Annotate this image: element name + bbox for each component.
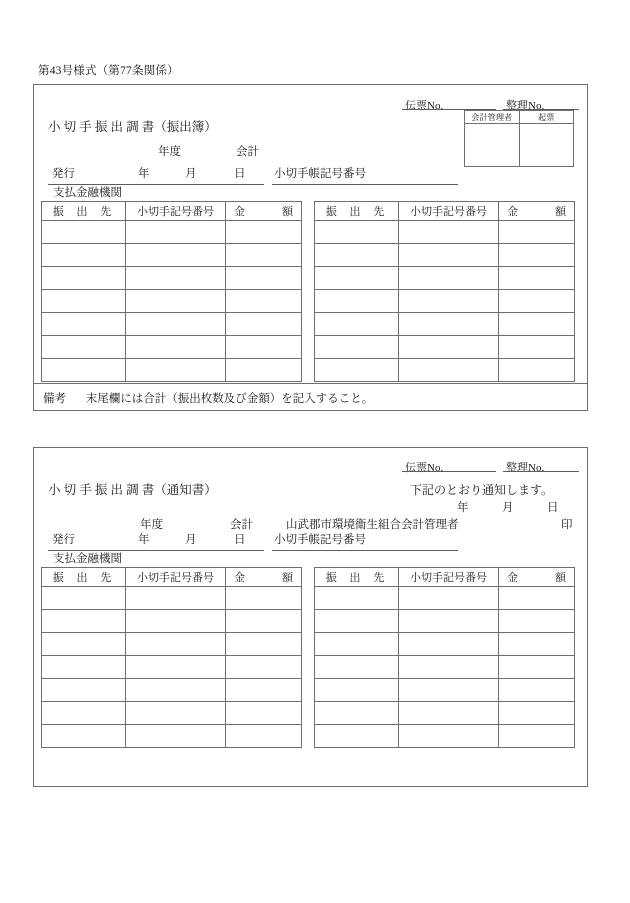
table-row xyxy=(315,679,575,702)
cell-amount[interactable] xyxy=(499,679,575,702)
cell-check-number[interactable] xyxy=(399,267,499,290)
cell-check-number[interactable] xyxy=(399,702,499,725)
cell-payee[interactable] xyxy=(42,587,126,610)
seal-label: 印 xyxy=(561,519,573,531)
cell-check-number[interactable] xyxy=(126,221,226,244)
table-row xyxy=(315,244,575,267)
reference-no-label: 整理No. xyxy=(506,100,545,112)
voucher-no-field[interactable] xyxy=(402,96,496,110)
cell-amount[interactable] xyxy=(499,587,575,610)
table-row xyxy=(315,313,575,336)
cell-payee[interactable] xyxy=(42,290,126,313)
cell-check-number[interactable] xyxy=(399,656,499,679)
cell-payee[interactable] xyxy=(315,633,399,656)
cell-amount[interactable] xyxy=(226,313,302,336)
cell-check-number[interactable] xyxy=(399,587,499,610)
table-row xyxy=(42,633,302,656)
cell-amount[interactable] xyxy=(499,702,575,725)
cell-check-number[interactable] xyxy=(126,633,226,656)
table-header-row xyxy=(42,568,302,587)
cell-amount[interactable] xyxy=(226,679,302,702)
column-header-amount: 金 額 xyxy=(226,568,302,587)
cell-payee[interactable] xyxy=(42,610,126,633)
column-header-check-number: 小切手記号番号 xyxy=(126,568,226,587)
table-row xyxy=(315,221,575,244)
cell-payee[interactable] xyxy=(42,725,126,748)
issue-date-field[interactable] xyxy=(48,534,264,551)
column-header-payee: 振 出 先 xyxy=(42,568,126,587)
table-row xyxy=(315,267,575,290)
cell-amount[interactable] xyxy=(226,725,302,748)
notice-date-year: 年 xyxy=(457,502,469,514)
entry-table-left xyxy=(41,567,302,748)
entry-rows-left xyxy=(42,587,302,748)
cell-amount[interactable] xyxy=(226,702,302,725)
table-row xyxy=(42,587,302,610)
cell-check-number[interactable] xyxy=(126,587,226,610)
cell-amount[interactable] xyxy=(499,267,575,290)
cell-payee[interactable] xyxy=(315,290,399,313)
column-header-amount: 金 額 xyxy=(226,202,302,221)
cell-payee[interactable] xyxy=(315,587,399,610)
voucher-no-field[interactable] xyxy=(402,458,496,472)
cell-payee[interactable] xyxy=(315,725,399,748)
remark-label: 備考 xyxy=(43,393,66,405)
issue-day-label: 日 xyxy=(234,534,246,546)
form-notice xyxy=(33,447,588,787)
cell-check-number[interactable] xyxy=(126,702,226,725)
table-row xyxy=(42,679,302,702)
column-header-payee: 振 出 先 xyxy=(315,568,399,587)
cell-payee[interactable] xyxy=(315,221,399,244)
table-row xyxy=(315,633,575,656)
cell-check-number[interactable] xyxy=(126,656,226,679)
cell-payee[interactable] xyxy=(315,313,399,336)
cell-check-number[interactable] xyxy=(126,725,226,748)
issue-label: 発行 xyxy=(52,534,75,546)
remark-line xyxy=(43,390,373,406)
cell-check-number[interactable] xyxy=(399,610,499,633)
table-row xyxy=(42,221,302,244)
cell-check-number[interactable] xyxy=(126,313,226,336)
cell-payee[interactable] xyxy=(315,679,399,702)
cell-payee[interactable] xyxy=(42,221,126,244)
cell-amount[interactable] xyxy=(226,610,302,633)
cell-amount[interactable] xyxy=(499,336,575,359)
issue-label: 発行 xyxy=(52,168,75,180)
cell-amount[interactable] xyxy=(226,587,302,610)
cell-payee[interactable] xyxy=(42,336,126,359)
cell-amount[interactable] xyxy=(499,656,575,679)
table-header-row xyxy=(42,202,302,221)
table-row xyxy=(42,656,302,679)
checkbook-no-label: 小切手帳記号番号 xyxy=(274,168,366,180)
cell-amount[interactable] xyxy=(226,221,302,244)
cell-payee[interactable] xyxy=(42,633,126,656)
cell-amount[interactable] xyxy=(226,244,302,267)
bank-label: 支払金融機関 xyxy=(53,187,122,199)
cell-payee[interactable] xyxy=(42,244,126,267)
cell-amount[interactable] xyxy=(499,313,575,336)
table-header-row xyxy=(315,568,575,587)
column-header-check-number: 小切手記号番号 xyxy=(399,202,499,221)
cell-check-number[interactable] xyxy=(399,221,499,244)
issue-month-label: 月 xyxy=(185,168,197,180)
account-label: 会計 xyxy=(230,519,253,531)
cell-payee[interactable] xyxy=(42,702,126,725)
cell-check-number[interactable] xyxy=(399,244,499,267)
column-header-check-number: 小切手記号番号 xyxy=(126,202,226,221)
cell-payee[interactable] xyxy=(315,359,399,382)
table-row xyxy=(42,313,302,336)
reference-no-label: 整理No. xyxy=(506,462,545,474)
entry-rows-left xyxy=(42,221,302,382)
cell-check-number[interactable] xyxy=(399,633,499,656)
reference-no-field[interactable] xyxy=(503,458,579,472)
approval-stamp-box xyxy=(464,110,574,167)
stamp-cell-drafter[interactable] xyxy=(520,124,574,166)
cell-check-number[interactable] xyxy=(399,313,499,336)
stamp-header-accountant: 会計管理者 xyxy=(465,111,520,124)
entry-table-left xyxy=(41,201,302,382)
column-header-amount: 金 額 xyxy=(499,568,575,587)
cell-payee[interactable] xyxy=(315,656,399,679)
entry-rows-right xyxy=(315,587,575,748)
cell-amount[interactable] xyxy=(226,633,302,656)
table-row xyxy=(315,702,575,725)
cell-check-number[interactable] xyxy=(399,725,499,748)
cell-check-number[interactable] xyxy=(399,679,499,702)
table-header-row xyxy=(315,202,575,221)
table-row xyxy=(42,359,302,382)
table-row xyxy=(315,725,575,748)
cell-payee[interactable] xyxy=(42,359,126,382)
account-label: 会計 xyxy=(236,146,259,158)
bank-label: 支払金融機関 xyxy=(53,553,122,565)
fiscal-year-label: 年度 xyxy=(158,146,181,158)
cell-check-number[interactable] xyxy=(126,244,226,267)
cell-amount[interactable] xyxy=(226,336,302,359)
table-row xyxy=(42,725,302,748)
form-title: 小 切 手 振 出 調 書（通知書） xyxy=(48,483,217,497)
cell-payee[interactable] xyxy=(42,313,126,336)
issue-date-field[interactable] xyxy=(48,168,264,185)
table-row xyxy=(315,359,575,382)
entry-table-right xyxy=(314,201,575,382)
notice-date-month: 月 xyxy=(502,502,514,514)
cell-payee[interactable] xyxy=(315,267,399,290)
form-voucher-register xyxy=(33,84,588,411)
form-code: 第43号様式（第77条関係） xyxy=(38,65,179,77)
cell-payee[interactable] xyxy=(315,244,399,267)
remark-text: 末尾欄には合計（振出枚数及び金額）を記入すること。 xyxy=(85,393,374,405)
voucher-no-label: 伝票No. xyxy=(405,100,444,112)
table-row xyxy=(42,267,302,290)
entry-rows-right xyxy=(315,221,575,382)
table-row xyxy=(315,610,575,633)
stamp-header-drafter: 起票 xyxy=(520,111,574,124)
column-header-check-number: 小切手記号番号 xyxy=(399,568,499,587)
issue-month-label: 月 xyxy=(185,534,197,546)
cell-amount[interactable] xyxy=(226,656,302,679)
cell-amount[interactable] xyxy=(499,221,575,244)
cell-amount[interactable] xyxy=(499,610,575,633)
form-title: 小 切 手 振 出 調 書（振出簿） xyxy=(48,120,217,134)
issue-year-label: 年 xyxy=(138,168,150,180)
cell-check-number[interactable] xyxy=(399,336,499,359)
voucher-no-label: 伝票No. xyxy=(405,462,444,474)
cell-check-number[interactable] xyxy=(399,290,499,313)
table-row xyxy=(315,290,575,313)
table-row xyxy=(42,336,302,359)
cell-amount[interactable] xyxy=(226,290,302,313)
cell-amount[interactable] xyxy=(226,359,302,382)
table-row xyxy=(42,290,302,313)
column-header-amount: 金 額 xyxy=(499,202,575,221)
cell-amount[interactable] xyxy=(226,267,302,290)
remark-divider xyxy=(34,383,587,384)
cell-amount[interactable] xyxy=(499,725,575,748)
stamp-cell-accountant[interactable] xyxy=(465,124,520,166)
cell-payee[interactable] xyxy=(42,656,126,679)
column-header-payee: 振 出 先 xyxy=(315,202,399,221)
notice-text: 下記のとおり通知します。 xyxy=(410,483,554,497)
table-row xyxy=(42,702,302,725)
cell-check-number[interactable] xyxy=(126,336,226,359)
cell-check-number[interactable] xyxy=(126,610,226,633)
table-row xyxy=(315,587,575,610)
cell-payee[interactable] xyxy=(315,610,399,633)
issuer-name: 山武郡市環境衛生組合会計管理者 xyxy=(286,519,459,531)
issue-day-label: 日 xyxy=(234,168,246,180)
checkbook-no-label: 小切手帳記号番号 xyxy=(274,534,366,546)
table-row xyxy=(42,244,302,267)
table-row xyxy=(315,656,575,679)
fiscal-year-label: 年度 xyxy=(140,519,163,531)
cell-payee[interactable] xyxy=(42,267,126,290)
notice-date-day: 日 xyxy=(547,502,559,514)
issue-year-label: 年 xyxy=(138,534,150,546)
cell-amount[interactable] xyxy=(499,290,575,313)
cell-check-number[interactable] xyxy=(126,267,226,290)
cell-payee[interactable] xyxy=(315,336,399,359)
cell-amount[interactable] xyxy=(499,359,575,382)
cell-check-number[interactable] xyxy=(126,359,226,382)
column-header-payee: 振 出 先 xyxy=(42,202,126,221)
cell-check-number[interactable] xyxy=(126,290,226,313)
cell-check-number[interactable] xyxy=(126,679,226,702)
entry-table-right xyxy=(314,567,575,748)
table-row xyxy=(315,336,575,359)
cell-amount[interactable] xyxy=(499,633,575,656)
cell-payee[interactable] xyxy=(315,702,399,725)
cell-amount[interactable] xyxy=(499,244,575,267)
reference-no-field[interactable] xyxy=(503,96,579,110)
cell-payee[interactable] xyxy=(42,679,126,702)
cell-check-number[interactable] xyxy=(399,359,499,382)
table-row xyxy=(42,610,302,633)
